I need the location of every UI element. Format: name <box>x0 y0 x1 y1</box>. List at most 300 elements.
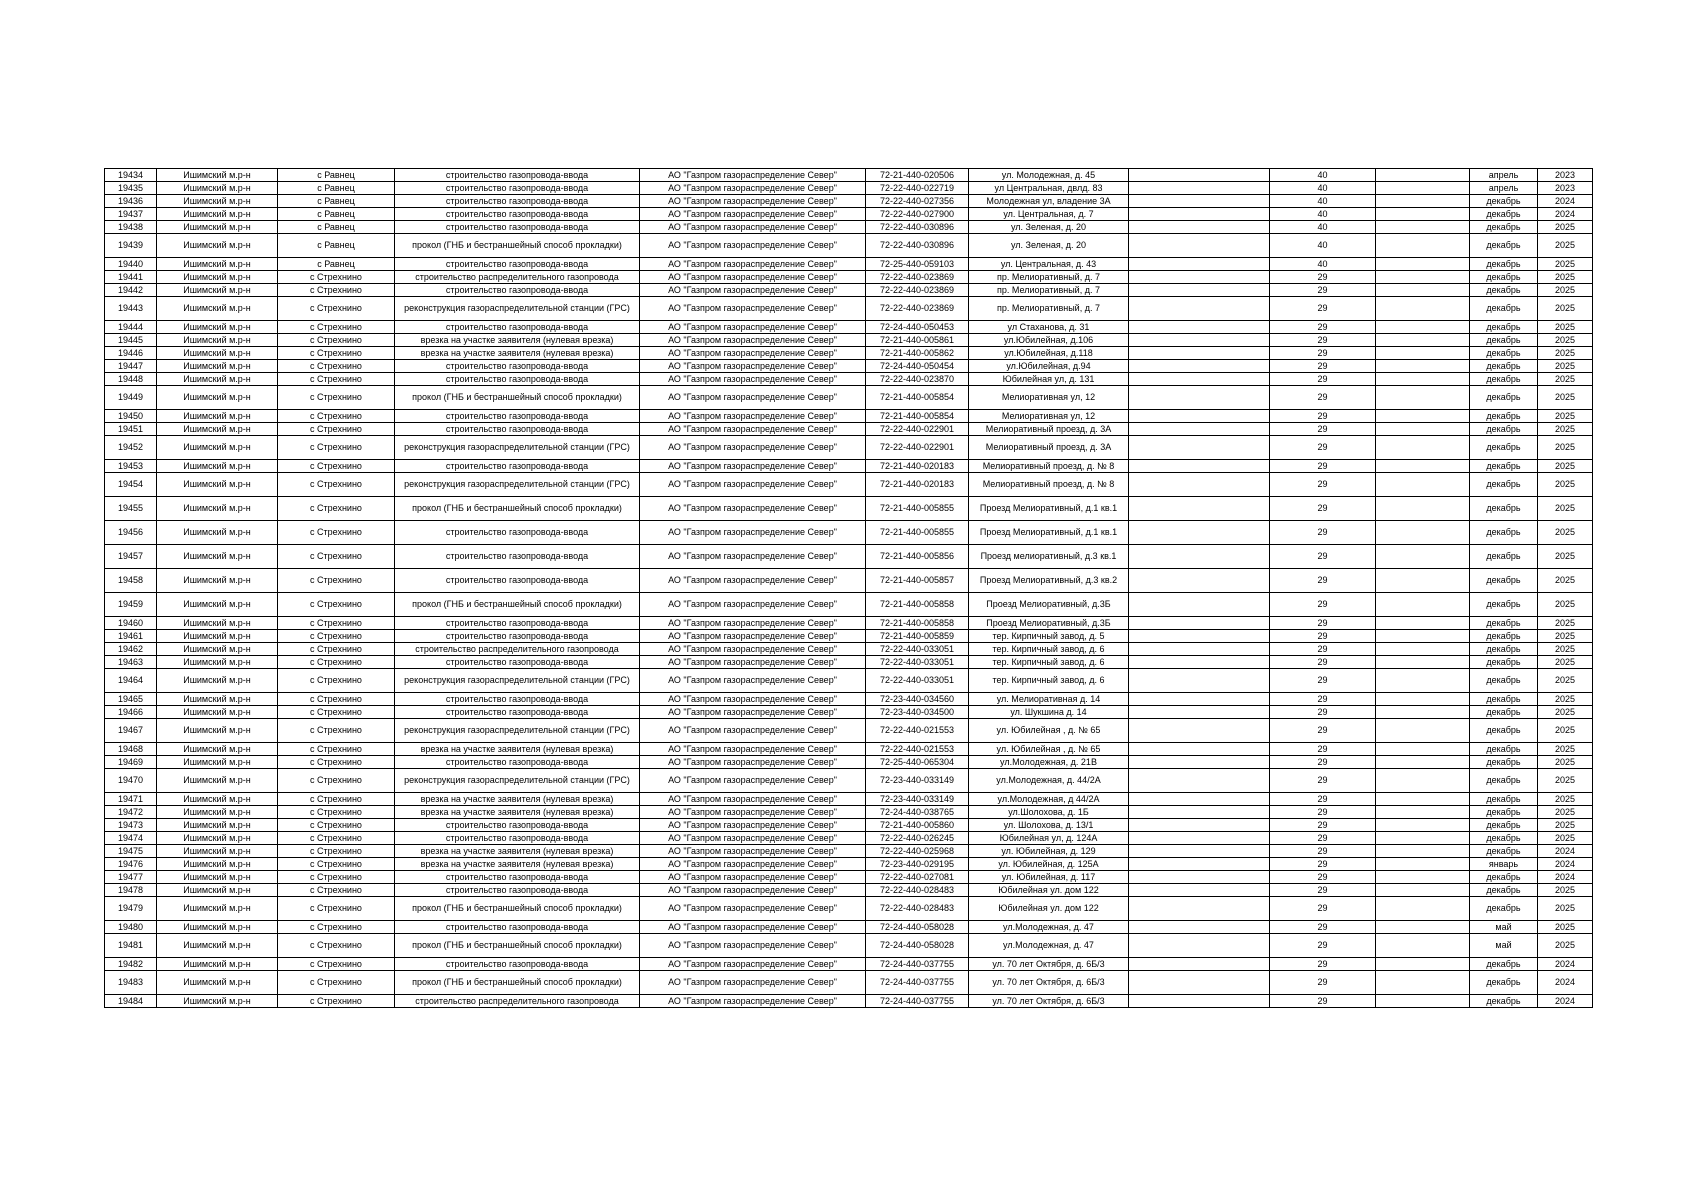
cell-value: 29 <box>1270 297 1376 321</box>
cell-organization: АО "Газпром газораспределение Север" <box>640 769 866 793</box>
cell-empty <box>1129 169 1270 182</box>
cell-district: Ишимский м.р-н <box>157 643 278 656</box>
cell-year: 2025 <box>1538 643 1593 656</box>
table-row <box>105 321 1593 334</box>
cell-empty <box>1376 617 1470 630</box>
cell-cadastral-number: 72-22-440-027081 <box>866 871 969 884</box>
cell-empty <box>1376 884 1470 897</box>
cell-record-number: 19449 <box>105 386 157 410</box>
cell-empty <box>1376 819 1470 832</box>
cell-record-number: 19477 <box>105 871 157 884</box>
cell-value: 29 <box>1270 884 1376 897</box>
cell-year: 2024 <box>1538 871 1593 884</box>
cell-empty <box>1376 921 1470 934</box>
cell-month: декабрь <box>1470 769 1538 793</box>
cell-value: 29 <box>1270 656 1376 669</box>
table-body <box>105 169 1593 1008</box>
cell-value: 29 <box>1270 321 1376 334</box>
table-row <box>105 858 1593 871</box>
cell-cadastral-number: 72-22-440-021553 <box>866 719 969 743</box>
cell-settlement: с Стрехнино <box>278 271 395 284</box>
cell-settlement: с Равнец <box>278 195 395 208</box>
cell-record-number: 19466 <box>105 706 157 719</box>
cell-month: апрель <box>1470 182 1538 195</box>
cell-address: тер. Кирпичный завод, д. 6 <box>969 643 1129 656</box>
cell-month: декабрь <box>1470 423 1538 436</box>
cell-year: 2025 <box>1538 258 1593 271</box>
cell-cadastral-number: 72-21-440-005858 <box>866 593 969 617</box>
cell-work-type: врезка на участке заявителя (нулевая врезка) <box>395 858 640 871</box>
cell-record-number: 19445 <box>105 334 157 347</box>
cell-cadastral-number: 72-22-440-022901 <box>866 436 969 460</box>
cell-district: Ишимский м.р-н <box>157 436 278 460</box>
cell-value: 40 <box>1270 258 1376 271</box>
cell-district: Ишимский м.р-н <box>157 195 278 208</box>
cell-empty <box>1129 436 1270 460</box>
cell-settlement: с Стрехнино <box>278 334 395 347</box>
cell-month: декабрь <box>1470 958 1538 971</box>
cell-district: Ишимский м.р-н <box>157 234 278 258</box>
cell-value: 29 <box>1270 473 1376 497</box>
cell-year: 2025 <box>1538 832 1593 845</box>
cell-organization: АО "Газпром газораспределение Север" <box>640 360 866 373</box>
cell-year: 2025 <box>1538 884 1593 897</box>
cell-empty <box>1129 221 1270 234</box>
cell-month: декабрь <box>1470 436 1538 460</box>
cell-settlement: с Стрехнино <box>278 297 395 321</box>
cell-empty <box>1129 569 1270 593</box>
cell-empty <box>1129 258 1270 271</box>
cell-year: 2025 <box>1538 706 1593 719</box>
cell-work-type: прокол (ГНБ и бестраншейный способ прокладки) <box>395 234 640 258</box>
cell-empty <box>1129 769 1270 793</box>
cell-month: декабрь <box>1470 545 1538 569</box>
cell-year: 2025 <box>1538 921 1593 934</box>
cell-address: Мелиоративная ул, 12 <box>969 410 1129 423</box>
cell-record-number: 19440 <box>105 258 157 271</box>
cell-settlement: с Стрехнино <box>278 423 395 436</box>
cell-empty <box>1376 669 1470 693</box>
cell-empty <box>1129 410 1270 423</box>
cell-year: 2025 <box>1538 284 1593 297</box>
cell-empty <box>1376 958 1470 971</box>
cell-cadastral-number: 72-24-440-038765 <box>866 806 969 819</box>
cell-record-number: 19461 <box>105 630 157 643</box>
cell-month: декабрь <box>1470 897 1538 921</box>
table-row <box>105 386 1593 410</box>
table-row <box>105 693 1593 706</box>
cell-empty <box>1376 373 1470 386</box>
cell-year: 2025 <box>1538 221 1593 234</box>
cell-value: 29 <box>1270 460 1376 473</box>
cell-empty <box>1129 321 1270 334</box>
cell-cadastral-number: 72-24-440-037755 <box>866 995 969 1008</box>
cell-month: декабрь <box>1470 845 1538 858</box>
cell-organization: АО "Газпром газораспределение Север" <box>640 497 866 521</box>
cell-value: 40 <box>1270 182 1376 195</box>
cell-organization: АО "Газпром газораспределение Север" <box>640 995 866 1008</box>
cell-record-number: 19463 <box>105 656 157 669</box>
cell-district: Ишимский м.р-н <box>157 971 278 995</box>
cell-district: Ишимский м.р-н <box>157 521 278 545</box>
cell-value: 29 <box>1270 845 1376 858</box>
cell-district: Ишимский м.р-н <box>157 769 278 793</box>
cell-month: декабрь <box>1470 195 1538 208</box>
cell-work-type: строительство газопровода-ввода <box>395 756 640 769</box>
cell-settlement: с Стрехнино <box>278 693 395 706</box>
cell-address: ул.Молодежная, д. 44/2А <box>969 769 1129 793</box>
cell-cadastral-number: 72-22-440-023870 <box>866 373 969 386</box>
cell-district: Ишимский м.р-н <box>157 669 278 693</box>
cell-empty <box>1129 669 1270 693</box>
cell-address: тер. Кирпичный завод, д. 6 <box>969 669 1129 693</box>
cell-organization: АО "Газпром газораспределение Север" <box>640 832 866 845</box>
cell-value: 40 <box>1270 234 1376 258</box>
cell-cadastral-number: 72-21-440-020183 <box>866 460 969 473</box>
cell-settlement: с Стрехнино <box>278 719 395 743</box>
cell-record-number: 19458 <box>105 569 157 593</box>
cell-settlement: с Стрехнино <box>278 819 395 832</box>
table-row <box>105 971 1593 995</box>
cell-empty <box>1129 347 1270 360</box>
table-row <box>105 617 1593 630</box>
cell-work-type: строительство распределительного газопровода <box>395 643 640 656</box>
cell-district: Ишимский м.р-н <box>157 545 278 569</box>
cell-settlement: с Равнец <box>278 182 395 195</box>
cell-settlement: с Стрехнино <box>278 793 395 806</box>
cell-settlement: с Стрехнино <box>278 743 395 756</box>
cell-settlement: с Стрехнино <box>278 921 395 934</box>
cell-cadastral-number: 72-21-440-020506 <box>866 169 969 182</box>
cell-cadastral-number: 72-22-440-033051 <box>866 643 969 656</box>
cell-cadastral-number: 72-22-440-022901 <box>866 423 969 436</box>
cell-organization: АО "Газпром газораспределение Север" <box>640 719 866 743</box>
cell-value: 29 <box>1270 643 1376 656</box>
table-row <box>105 297 1593 321</box>
cell-cadastral-number: 72-21-440-005854 <box>866 410 969 423</box>
cell-district: Ишимский м.р-н <box>157 806 278 819</box>
cell-month: декабрь <box>1470 386 1538 410</box>
cell-cadastral-number: 72-23-440-034500 <box>866 706 969 719</box>
cell-district: Ишимский м.р-н <box>157 386 278 410</box>
cell-organization: АО "Газпром газораспределение Север" <box>640 858 866 871</box>
cell-settlement: с Стрехнино <box>278 410 395 423</box>
cell-empty <box>1129 706 1270 719</box>
cell-empty <box>1129 858 1270 871</box>
cell-empty <box>1129 617 1270 630</box>
cell-empty <box>1376 793 1470 806</box>
cell-year: 2025 <box>1538 819 1593 832</box>
table-row <box>105 871 1593 884</box>
cell-address: ул. Шолохова, д. 13/1 <box>969 819 1129 832</box>
cell-empty <box>1376 706 1470 719</box>
cell-work-type: строительство газопровода-ввода <box>395 819 640 832</box>
cell-address: Мелиоративный проезд, д. 3А <box>969 423 1129 436</box>
cell-record-number: 19469 <box>105 756 157 769</box>
cell-settlement: с Стрехнино <box>278 347 395 360</box>
cell-value: 29 <box>1270 871 1376 884</box>
cell-value: 29 <box>1270 819 1376 832</box>
cell-address: пр. Мелиоративный, д. 7 <box>969 271 1129 284</box>
cell-record-number: 19479 <box>105 897 157 921</box>
cell-settlement: с Стрехнино <box>278 769 395 793</box>
cell-record-number: 19470 <box>105 769 157 793</box>
cell-value: 29 <box>1270 995 1376 1008</box>
cell-organization: АО "Газпром газораспределение Север" <box>640 221 866 234</box>
cell-district: Ишимский м.р-н <box>157 921 278 934</box>
table-row <box>105 719 1593 743</box>
cell-cadastral-number: 72-23-440-033149 <box>866 769 969 793</box>
cell-record-number: 19436 <box>105 195 157 208</box>
cell-empty <box>1376 410 1470 423</box>
cell-cadastral-number: 72-21-440-005862 <box>866 347 969 360</box>
cell-cadastral-number: 72-22-440-027900 <box>866 208 969 221</box>
cell-settlement: с Стрехнино <box>278 897 395 921</box>
cell-settlement: с Стрехнино <box>278 545 395 569</box>
cell-year: 2025 <box>1538 423 1593 436</box>
cell-value: 29 <box>1270 806 1376 819</box>
cell-value: 29 <box>1270 410 1376 423</box>
cell-empty <box>1376 497 1470 521</box>
cell-empty <box>1129 643 1270 656</box>
cell-cadastral-number: 72-21-440-005858 <box>866 617 969 630</box>
cell-empty <box>1376 334 1470 347</box>
cell-address: ул Центральная, двлд. 83 <box>969 182 1129 195</box>
table-row <box>105 473 1593 497</box>
cell-record-number: 19482 <box>105 958 157 971</box>
cell-address: Проезд Мелиоративный, д.3Б <box>969 593 1129 617</box>
cell-empty <box>1376 630 1470 643</box>
cell-district: Ишимский м.р-н <box>157 756 278 769</box>
cell-month: декабрь <box>1470 871 1538 884</box>
cell-record-number: 19442 <box>105 284 157 297</box>
cell-address: Юбилейная ул. дом 122 <box>969 897 1129 921</box>
cell-cadastral-number: 72-21-440-005856 <box>866 545 969 569</box>
cell-cadastral-number: 72-25-440-065304 <box>866 756 969 769</box>
cell-empty <box>1376 473 1470 497</box>
cell-month: декабрь <box>1470 334 1538 347</box>
cell-year: 2025 <box>1538 234 1593 258</box>
cell-cadastral-number: 72-23-440-033149 <box>866 793 969 806</box>
cell-work-type: строительство газопровода-ввода <box>395 373 640 386</box>
cell-month: декабрь <box>1470 793 1538 806</box>
table-row <box>105 545 1593 569</box>
cell-organization: АО "Газпром газораспределение Север" <box>640 669 866 693</box>
table-row <box>105 271 1593 284</box>
cell-cadastral-number: 72-21-440-005857 <box>866 569 969 593</box>
cell-record-number: 19464 <box>105 669 157 693</box>
cell-month: декабрь <box>1470 693 1538 706</box>
table-row <box>105 195 1593 208</box>
cell-organization: АО "Газпром газораспределение Север" <box>640 334 866 347</box>
table-row <box>105 521 1593 545</box>
table-row <box>105 769 1593 793</box>
cell-month: декабрь <box>1470 284 1538 297</box>
cell-month: декабрь <box>1470 473 1538 497</box>
cell-work-type: реконструкция газораспределительной станции (ГРС) <box>395 769 640 793</box>
cell-cadastral-number: 72-22-440-021553 <box>866 743 969 756</box>
cell-work-type: строительство газопровода-ввода <box>395 617 640 630</box>
cell-year: 2025 <box>1538 497 1593 521</box>
cell-year: 2024 <box>1538 958 1593 971</box>
cell-work-type: прокол (ГНБ и бестраншейный способ прокладки) <box>395 497 640 521</box>
cell-year: 2025 <box>1538 297 1593 321</box>
cell-month: декабрь <box>1470 521 1538 545</box>
table-row <box>105 845 1593 858</box>
cell-work-type: строительство газопровода-ввода <box>395 630 640 643</box>
cell-year: 2025 <box>1538 593 1593 617</box>
cell-organization: АО "Газпром газораспределение Север" <box>640 871 866 884</box>
cell-district: Ишимский м.р-н <box>157 630 278 643</box>
cell-value: 29 <box>1270 719 1376 743</box>
cell-address: Юбилейная ул, д. 124А <box>969 832 1129 845</box>
cell-empty <box>1129 460 1270 473</box>
cell-settlement: с Стрехнино <box>278 971 395 995</box>
cell-month: май <box>1470 921 1538 934</box>
cell-district: Ишимский м.р-н <box>157 845 278 858</box>
cell-empty <box>1129 334 1270 347</box>
cell-organization: АО "Газпром газораспределение Север" <box>640 656 866 669</box>
cell-district: Ишимский м.р-н <box>157 334 278 347</box>
cell-organization: АО "Газпром газораспределение Север" <box>640 884 866 897</box>
cell-empty <box>1129 208 1270 221</box>
cell-district: Ишимский м.р-н <box>157 793 278 806</box>
cell-organization: АО "Газпром газораспределение Север" <box>640 793 866 806</box>
cell-month: декабрь <box>1470 819 1538 832</box>
cell-organization: АО "Газпром газораспределение Север" <box>640 569 866 593</box>
cell-settlement: с Стрехнино <box>278 669 395 693</box>
cell-work-type: строительство газопровода-ввода <box>395 208 640 221</box>
cell-organization: АО "Газпром газораспределение Север" <box>640 195 866 208</box>
cell-empty <box>1376 436 1470 460</box>
cell-empty <box>1376 386 1470 410</box>
cell-value: 40 <box>1270 169 1376 182</box>
cell-settlement: с Стрехнино <box>278 958 395 971</box>
cell-month: декабрь <box>1470 297 1538 321</box>
cell-work-type: врезка на участке заявителя (нулевая врезка) <box>395 793 640 806</box>
cell-value: 29 <box>1270 373 1376 386</box>
cell-organization: АО "Газпром газораспределение Север" <box>640 460 866 473</box>
table-row <box>105 423 1593 436</box>
cell-value: 29 <box>1270 756 1376 769</box>
cell-value: 29 <box>1270 897 1376 921</box>
table-row <box>105 460 1593 473</box>
cell-value: 40 <box>1270 195 1376 208</box>
cell-cadastral-number: 72-22-440-030896 <box>866 234 969 258</box>
cell-empty <box>1376 971 1470 995</box>
cell-organization: АО "Газпром газораспределение Север" <box>640 258 866 271</box>
cell-empty <box>1376 258 1470 271</box>
cell-work-type: врезка на участке заявителя (нулевая врезка) <box>395 845 640 858</box>
table-row <box>105 921 1593 934</box>
table-row <box>105 373 1593 386</box>
cell-empty <box>1129 284 1270 297</box>
table-row <box>105 934 1593 958</box>
cell-year: 2025 <box>1538 271 1593 284</box>
cell-record-number: 19435 <box>105 182 157 195</box>
cell-year: 2024 <box>1538 995 1593 1008</box>
cell-address: ул.Молодежная, д. 47 <box>969 921 1129 934</box>
cell-organization: АО "Газпром газораспределение Север" <box>640 630 866 643</box>
table-row <box>105 806 1593 819</box>
cell-empty <box>1129 958 1270 971</box>
cell-settlement: с Стрехнино <box>278 995 395 1008</box>
cell-cadastral-number: 72-24-440-050454 <box>866 360 969 373</box>
cell-district: Ишимский м.р-н <box>157 347 278 360</box>
cell-month: декабрь <box>1470 995 1538 1008</box>
cell-address: ул. Юбилейная , д. № 65 <box>969 719 1129 743</box>
cell-month: декабрь <box>1470 258 1538 271</box>
cell-cadastral-number: 72-22-440-027356 <box>866 195 969 208</box>
cell-address: Проезд Мелиоративный, д.1 кв.1 <box>969 497 1129 521</box>
cell-work-type: строительство газопровода-ввода <box>395 832 640 845</box>
table-row <box>105 669 1593 693</box>
cell-empty <box>1376 169 1470 182</box>
cell-settlement: с Равнец <box>278 258 395 271</box>
cell-month: январь <box>1470 858 1538 871</box>
cell-value: 29 <box>1270 630 1376 643</box>
cell-settlement: с Стрехнино <box>278 460 395 473</box>
cell-empty <box>1376 284 1470 297</box>
cell-value: 29 <box>1270 769 1376 793</box>
cell-district: Ишимский м.р-н <box>157 832 278 845</box>
cell-record-number: 19443 <box>105 297 157 321</box>
cell-empty <box>1129 934 1270 958</box>
cell-empty <box>1376 743 1470 756</box>
table-row <box>105 593 1593 617</box>
cell-value: 29 <box>1270 669 1376 693</box>
cell-empty <box>1129 845 1270 858</box>
cell-district: Ишимский м.р-н <box>157 593 278 617</box>
cell-year: 2024 <box>1538 858 1593 871</box>
cell-work-type: реконструкция газораспределительной станции (ГРС) <box>395 297 640 321</box>
cell-organization: АО "Газпром газораспределение Север" <box>640 706 866 719</box>
cell-district: Ишимский м.р-н <box>157 258 278 271</box>
cell-year: 2025 <box>1538 521 1593 545</box>
cell-address: ул. 70 лет Октября, д. 6Б/3 <box>969 995 1129 1008</box>
cell-address: Мелиоративная ул, 12 <box>969 386 1129 410</box>
cell-empty <box>1376 182 1470 195</box>
cell-settlement: с Стрехнино <box>278 630 395 643</box>
cell-month: декабрь <box>1470 360 1538 373</box>
table-row <box>105 334 1593 347</box>
cell-address: ул. Центральная, д. 43 <box>969 258 1129 271</box>
cell-record-number: 19444 <box>105 321 157 334</box>
cell-empty <box>1376 656 1470 669</box>
cell-cadastral-number: 72-22-440-023869 <box>866 297 969 321</box>
cell-cadastral-number: 72-24-440-037755 <box>866 958 969 971</box>
cell-empty <box>1129 793 1270 806</box>
cell-empty <box>1376 858 1470 871</box>
table-row <box>105 995 1593 1008</box>
cell-organization: АО "Газпром газораспределение Север" <box>640 182 866 195</box>
cell-month: декабрь <box>1470 569 1538 593</box>
cell-work-type: строительство газопровода-ввода <box>395 884 640 897</box>
cell-cadastral-number: 72-22-440-022719 <box>866 182 969 195</box>
cell-empty <box>1129 871 1270 884</box>
cell-settlement: с Стрехнино <box>278 832 395 845</box>
cell-district: Ишимский м.р-н <box>157 360 278 373</box>
cell-settlement: с Равнец <box>278 208 395 221</box>
cell-record-number: 19483 <box>105 971 157 995</box>
cell-organization: АО "Газпром газораспределение Север" <box>640 271 866 284</box>
cell-value: 29 <box>1270 971 1376 995</box>
cell-value: 29 <box>1270 284 1376 297</box>
cell-cadastral-number: 72-21-440-005859 <box>866 630 969 643</box>
cell-district: Ишимский м.р-н <box>157 719 278 743</box>
cell-address: ул. Центральная, д. 7 <box>969 208 1129 221</box>
cell-record-number: 19468 <box>105 743 157 756</box>
